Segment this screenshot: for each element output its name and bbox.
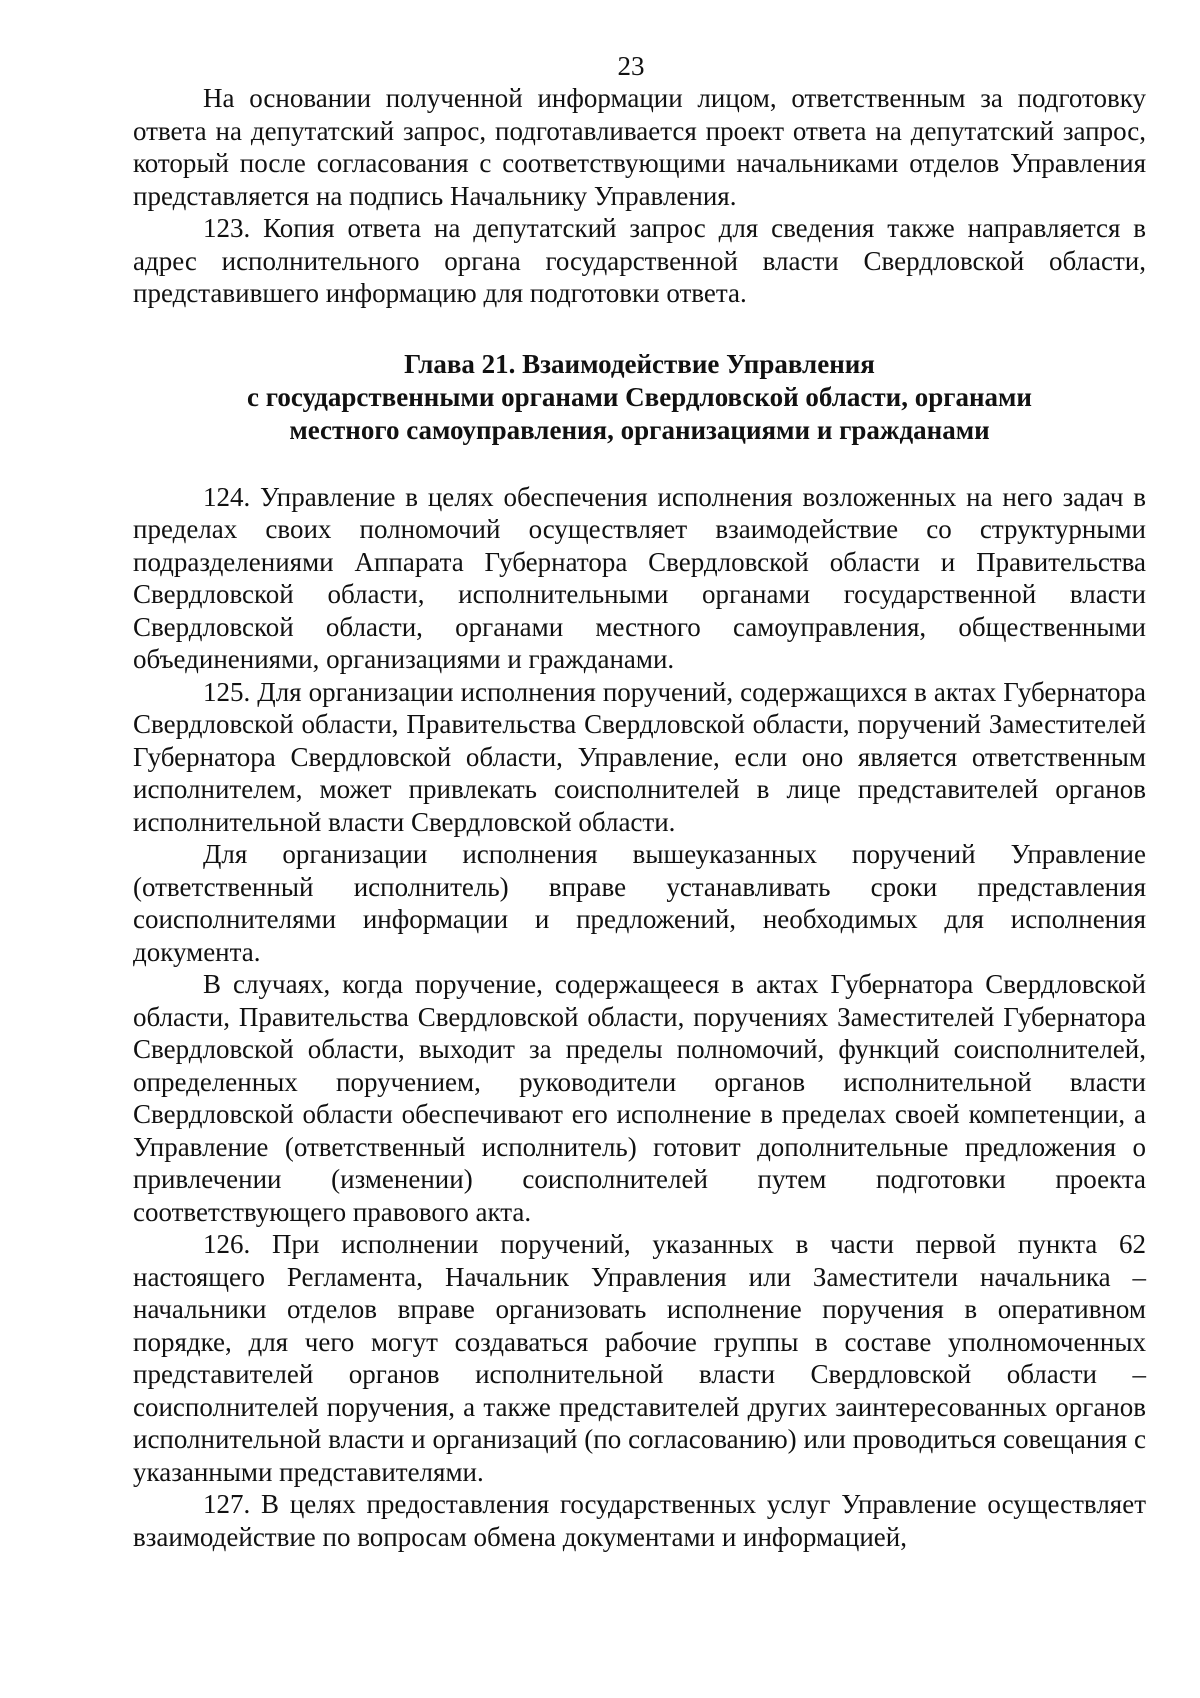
- chapter-heading-line: местного самоуправления, организациями и гражданами: [289, 414, 990, 445]
- paragraph: В случаях, когда поручение, содержащееся в актах Губернатора Свердловской области, Правительства Свердловской области, поручениях Заместителей Губернатора Свердловской области, выходит за пределы полномочий, функций соисполнителей, определенных поручением, руководители органов исполнительной власти Свердловской области обеспечивают его исполнение в пределах своей компетенции, а Управление (ответственный исполнитель) готовит дополнительные предложения о привлечении (изменении) соисполнителей путем подготовки проекта соответствующего правового акта.: [133, 969, 1146, 1227]
- paragraph: На основании полученной информации лицом, ответственным за подготовку ответа на депутатский запрос, подготавливается проект ответа на депутатский запрос, который после согласования с соответствующими начальниками отделов Управления представляется на подпись Начальнику Управления.: [133, 83, 1146, 211]
- page-number: 23: [617, 51, 645, 81]
- chapter-heading-line: Глава 21. Взаимодействие Управления: [404, 348, 875, 379]
- chapter-heading-line: с государственными органами Свердловской области, органами: [247, 381, 1032, 412]
- paragraph-124: 124. Управление в целях обеспечения исполнения возложенных на него задач в пределах своих полномочий осуществляет взаимодействие со структурными подразделениями Аппарата Губернатора Свердловской области и Правительства Свердловской области, исполнительными органами государственной власти Свердловской области, органами местного самоуправления, общественными объединениями, организациями и гражданами.: [133, 481, 1146, 674]
- paragraph-123: 123. Копия ответа на депутатский запрос для сведения также направляется в адрес исполнительного органа государственной власти Свердловской области, представившего информацию для подготовки ответа.: [133, 213, 1146, 308]
- chapter-heading: [133, 348, 1146, 447]
- document-body: [133, 82, 1146, 1553]
- paragraph-127: 127. В целях предоставления государственных услуг Управление осуществляет взаимодействие по вопросам обмена документами и информацией,: [133, 1489, 1146, 1552]
- paragraph: Для организации исполнения вышеуказанных поручений Управление (ответственный исполнитель) вправе устанавливать сроки представления соисполнителями информации и предложений, необходимых для исполнения документа.: [133, 839, 1146, 967]
- paragraph-125: 125. Для организации исполнения поручений, содержащихся в актах Губернатора Свердловской области, Правительства Свердловской области, поручений Заместителей Губернатора Свердловской области, Управление, если оно является ответственным исполнителем, может привлекать соисполнителей в лице представителей органов исполнительной власти Свердловской области.: [133, 676, 1146, 837]
- paragraph-126: 126. При исполнении поручений, указанных в части первой пункта 62 настоящего Регламента, Начальник Управления или Заместители начальника – начальники отделов вправе организовать исполнение поручения в оперативном порядке, для чего могут создаваться рабочие группы в составе уполномоченных представителей органов исполнительной власти Свердловской области – соисполнителей поручения, а также представителей других заинтересованных органов исполнительной власти и организаций (по согласованию) или проводиться совещания с указанными представителями.: [133, 1229, 1146, 1487]
